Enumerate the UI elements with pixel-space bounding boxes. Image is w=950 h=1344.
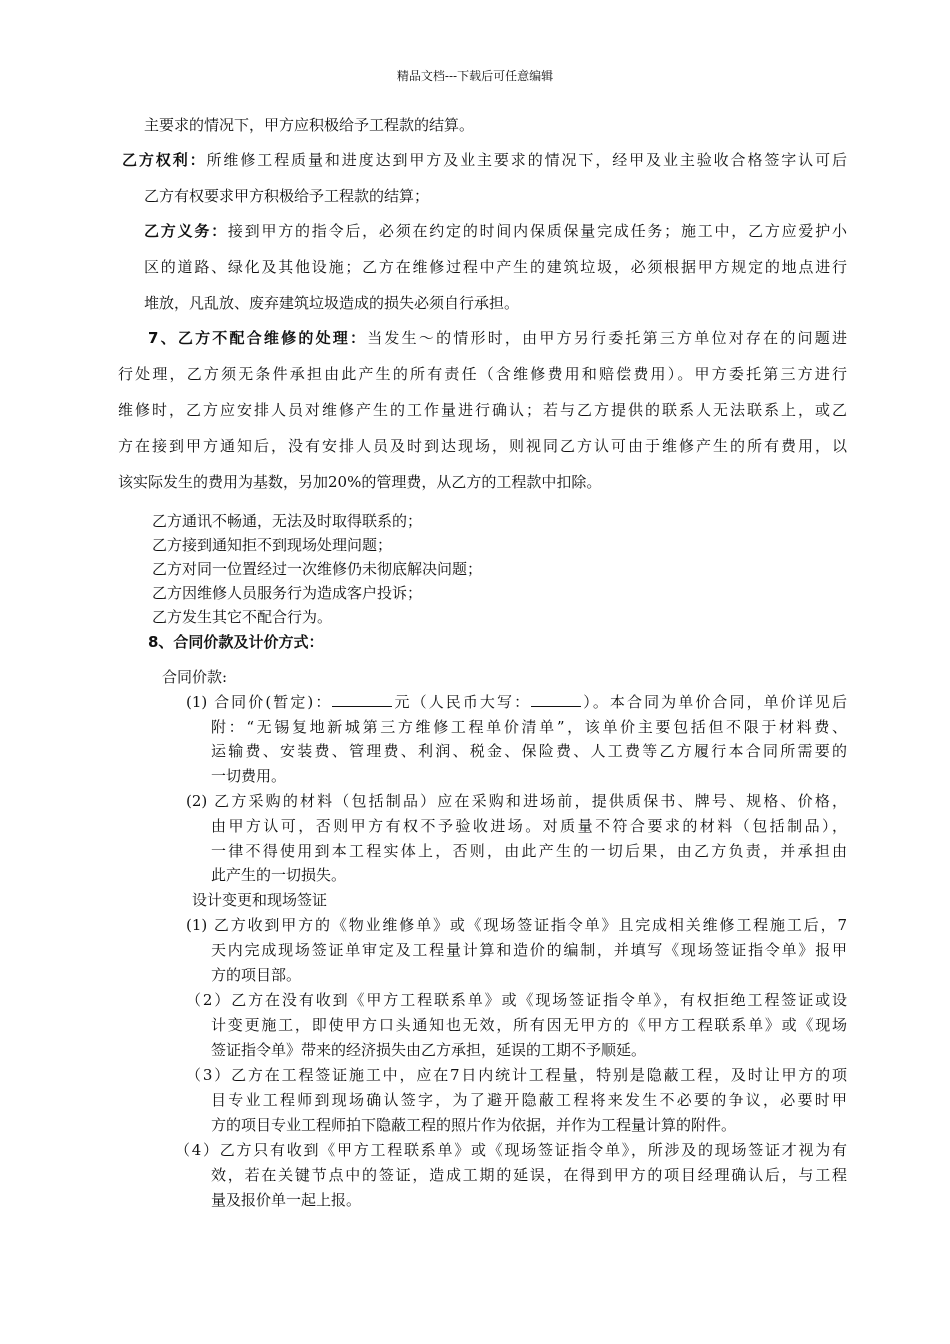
subsection-heading: 设计变更和现场签证: [192, 891, 328, 909]
list-item: 乙方通讯不畅通，无法及时取得联系的；: [152, 512, 423, 530]
paragraph-line: 方的项目部。: [211, 966, 302, 984]
paragraph-line: 效，若在关键节点中的签证，造成工期的延误，在得到甲方的项目经理确认后，与工程: [211, 1166, 847, 1184]
paragraph-line: 附：“无锡复地新城第三方维修工程单价清单”，该单价主要包括但不限于材料费、: [211, 718, 847, 736]
paragraph-line: 一切费用。: [211, 767, 287, 785]
list-item: 乙方因维修人员服务行为造成客户投诉；: [152, 584, 423, 602]
paragraph-line: 区的道路、绿化及其他设施；乙方在维修过程中产生的建筑垃圾，必须根据甲方规定的地点进行: [144, 258, 847, 276]
section-7-heading: [148, 328, 847, 348]
paragraph-line: 乙方有权要求甲方积极给予工程款的结算；: [144, 187, 430, 205]
paragraph-line: （4）乙方只有收到《甲方工程联系单》或《现场签证指令单》，所涉及的现场签证才视为有: [175, 1141, 847, 1159]
amount-words-blank: [531, 692, 581, 707]
currency-label: 元（人民币大写：: [392, 693, 532, 711]
paragraph-line: 目专业工程师到现场确认签字，为了避开隐蔽工程将来发生不必要的争议，必要时甲: [211, 1091, 847, 1109]
section-8-heading: 8、合同价款及计价方式：: [148, 633, 324, 651]
paragraph-line: 方的项目专业工程师拍下隐蔽工程的照片作为依据，并作为工程量计算的附件。: [211, 1116, 737, 1134]
paragraph-line: 堆放，凡乱放、废弃建筑垃圾造成的损失必须自行承担。: [144, 294, 520, 312]
paragraph-line: 运输费、安装费、管理费、利润、税金、保险费、人工费等乙方履行本合同所需要的: [211, 742, 847, 760]
price-blank: [332, 692, 392, 707]
subsection-heading: 合同价款:: [162, 668, 228, 686]
party-b-duties-text: 接到甲方的指令后，必须在约定的时间内保质保量完成任务；施工中，乙方应爱护小: [227, 222, 847, 240]
paragraph-line: (1) 乙方收到甲方的《物业维修单》或《现场签证指令单》且完成相关维修工程施工后，7: [186, 916, 847, 934]
paragraph-line: 天内完成现场签证单审定及工程量计算和造价的编制，并填写《现场签证指令单》报甲: [211, 941, 847, 959]
paragraph-line: 该实际发生的费用为基数，另加20%的管理费，从乙方的工程款中扣除。: [118, 473, 602, 491]
paragraph-line: （2）乙方在没有收到《甲方工程联系单》或《现场签证指令单》，有权拒绝工程签证或设: [186, 991, 847, 1009]
paragraph-line: 一律不得使用到本工程实体上，否则，由此产生的一切后果，由乙方负责，并承担由: [211, 842, 847, 860]
paragraph-line: 签证指令单》带来的经济损失由乙方承担，延误的工期不予顺延。: [211, 1041, 647, 1059]
section-7-label: 7、乙方不配合维修的处理：: [148, 329, 368, 347]
list-item: 乙方发生其它不配合行为。: [152, 608, 333, 626]
party-b-duties-label: 乙方义务：: [144, 222, 228, 240]
paragraph-line: 主要求的情况下，甲方应积极给予工程款的结算。: [144, 116, 475, 134]
contract-price-label: (1) 合同价(暂定)：: [186, 693, 333, 711]
party-b-rights: [122, 150, 847, 170]
section-7-text: 当发生～的情形时，由甲方另行委托第三方单位对存在的问题进: [367, 329, 847, 347]
contract-price-note: ）。本合同为单价合同，单价详见后: [581, 693, 847, 711]
paragraph-line: 计变更施工，即使甲方口头通知也无效，所有因无甲方的《甲方工程联系单》或《现场: [211, 1016, 847, 1034]
contract-price-line: [186, 692, 847, 712]
party-b-duties: [144, 221, 847, 241]
paragraph-line: 方在接到甲方通知后，没有安排人员及时到达现场，则视同乙方认可由于维修产生的所有费用，以: [118, 437, 847, 455]
paragraph-line: 由甲方认可，否则甲方有权不予验收进场。对质量不符合要求的材料（包括制品），: [211, 817, 847, 835]
party-b-rights-text: 所维修工程质量和进度达到甲方及业主要求的情况下，经甲及业主验收合格签字认可后: [206, 151, 847, 169]
paragraph-line: 维修时，乙方应安排人员对维修产生的工作量进行确认；若与乙方提供的联系人无法联系上，或乙: [118, 401, 847, 419]
list-item: 乙方接到通知拒不到现场处理问题；: [152, 536, 393, 554]
paragraph-line: 此产生的一切损失。: [211, 866, 347, 884]
paragraph-line: 量及报价单一起上报。: [211, 1191, 362, 1209]
paragraph-line: 行处理，乙方须无条件承担由此产生的所有责任（含维修费用和赔偿费用）。甲方委托第三方进行: [118, 365, 847, 383]
paragraph-line: (2) 乙方采购的材料（包括制品）应在采购和进场前，提供质保书、牌号、规格、价格，: [186, 792, 847, 810]
paragraph-line: （3）乙方在工程签证施工中，应在7日内统计工程量，特别是隐蔽工程，及时让甲方的项: [186, 1066, 847, 1084]
party-b-rights-label: 乙方权利：: [122, 151, 207, 169]
list-item: 乙方对同一位置经过一次维修仍未彻底解决问题；: [152, 560, 483, 578]
page-header: 精品文档---下载后可任意编辑: [396, 69, 554, 83]
